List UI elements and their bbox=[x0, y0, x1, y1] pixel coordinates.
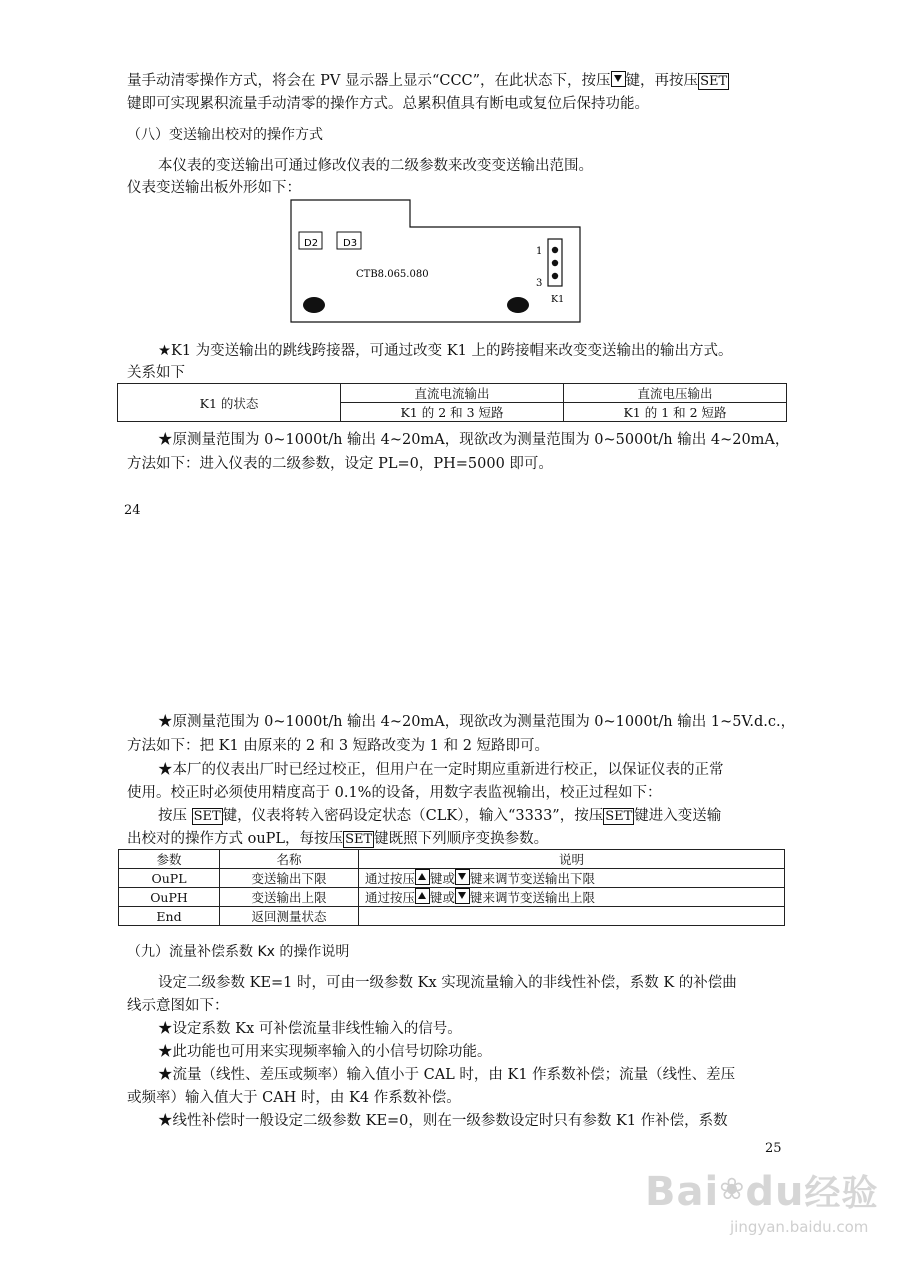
mount-hole-right bbox=[507, 297, 529, 313]
voltage-output-value: K1 的 1 和 2 短路 bbox=[564, 403, 787, 422]
current-output-header: 直流电流输出 bbox=[341, 384, 564, 403]
paragraph-text: 关系如下 bbox=[127, 365, 185, 381]
paragraph-text: 键即可实现累积流量手动清零的操作方式。总累积值具有断电或复位后保持功能。 bbox=[127, 96, 649, 112]
paragraph-text: ★设定系数 Kx 可补偿流量非线性输入的信号。 bbox=[158, 1021, 462, 1037]
paragraph-text: 或频率）输入值大于 CAH 时，由 K4 作系数补偿。 bbox=[127, 1090, 461, 1106]
paragraph-text: ★本厂的仪表出厂时已经过校正，但用户在一定时期应重新进行校正，以保证仪表的正常 bbox=[158, 762, 724, 778]
paragraph-calibration: 出校对的操作方式 ouPL，每按压 SET 键既照下列顺序变换参数。 bbox=[127, 831, 549, 847]
paragraph-text: ★流量（线性、差压或频率）输入值小于 CAL 时，由 K1 作系数补偿；流量（线性、差压 bbox=[158, 1067, 736, 1083]
paragraph-text: 仪表变送输出板外形如下： bbox=[127, 180, 301, 196]
paragraph-text: 线示意图如下： bbox=[127, 998, 229, 1014]
table-row: End 返回测量状态 bbox=[119, 907, 785, 926]
header-desc: 说明 bbox=[359, 850, 785, 869]
table-row: OuPL 变送输出下限 通过按压 键或 键来调节变送输出下限 bbox=[119, 869, 785, 888]
paragraph-text: 设定二级参数 KE=1 时，可由一级参数 Kx 实现流量输入的非线性补偿，系数 K 的补偿曲 bbox=[158, 975, 737, 991]
set-key: SET bbox=[700, 74, 728, 89]
pin-1 bbox=[552, 247, 558, 253]
page-number: 25 bbox=[765, 1141, 782, 1156]
up-key-icon bbox=[415, 869, 430, 885]
set-key: SET bbox=[605, 809, 633, 824]
header-param: 参数 bbox=[119, 850, 220, 869]
paragraph-text: ★原测量范围为 0~1000t/h 输出 4~20mA，现欲改为测量范围为 0~5000t/h 输出 4~20mA， bbox=[158, 432, 790, 448]
board-model: CTB8.065.080 bbox=[356, 269, 429, 280]
pin-1-label: 1 bbox=[536, 246, 543, 257]
current-output-value: K1 的 2 和 3 短路 bbox=[341, 403, 564, 422]
voltage-output-header: 直流电压输出 bbox=[564, 384, 787, 403]
paragraph-calibration: 按压 SET 键，仪表将转入密码设定状态（CLK），输入“3333”，按压 SET 键进入变送输 bbox=[158, 808, 722, 824]
paw-icon: ❀ bbox=[719, 1172, 746, 1207]
paragraph-text: ★K1 为变送输出的跳线跨接器，可通过改变 K1 上的跨接帽来改变变送输出的输出方式。 bbox=[158, 343, 733, 359]
baidu-watermark-logo: Bai❀du经验 bbox=[645, 1169, 879, 1215]
section-8-heading: （八）变送输出校对的操作方式 bbox=[127, 127, 323, 143]
k1-state-table bbox=[117, 383, 787, 422]
pin-2 bbox=[552, 260, 558, 266]
paragraph-text: ★原测量范围为 0~1000t/h 输出 4~20mA，现欲改为测量范围为 0~1000t/h 输出 1~5V.d.c.， bbox=[158, 714, 796, 730]
paragraph-clear-total: 量手动清零操作方式，将会在 PV 显示器上显示“CCC”，在此状态下，按压 键，再按压 SET bbox=[127, 73, 728, 89]
mount-hole-left bbox=[303, 297, 325, 313]
paragraph-text: ★线性补偿时一般设定二级参数 KE=0，则在一级参数设定时只有参数 K1 作补偿，系数 bbox=[158, 1113, 728, 1129]
down-key-icon bbox=[611, 71, 626, 87]
pin-3-label: 3 bbox=[536, 278, 543, 289]
down-key-icon bbox=[455, 888, 470, 904]
set-key: SET bbox=[345, 832, 373, 847]
page-number: 24 bbox=[124, 503, 141, 518]
paragraph-text: 方法如下：把 K1 由原来的 2 和 3 短路改变为 1 和 2 短路即可。 bbox=[127, 738, 550, 754]
k1-label: K1 bbox=[551, 294, 565, 305]
parameter-table bbox=[118, 849, 785, 926]
watermark-url: jingyan.baidu.com bbox=[730, 1218, 869, 1236]
up-key-icon bbox=[415, 888, 430, 904]
paragraph-text: ★此功能也可用来实现频率输入的小信号切除功能。 bbox=[158, 1044, 492, 1060]
down-key-icon bbox=[455, 869, 470, 885]
output-board-diagram bbox=[290, 199, 581, 323]
section-9-heading: （九）流量补偿系数 Kx 的操作说明 bbox=[127, 944, 350, 960]
table-row: OuPH 变送输出上限 通过按压 键或 键来调节变送输出上限 bbox=[119, 888, 785, 907]
paragraph-text: 方法如下：进入仪表的二级参数，设定 PL=0，PH=5000 即可。 bbox=[127, 456, 553, 472]
header-name: 名称 bbox=[220, 850, 359, 869]
d3-label: D3 bbox=[343, 238, 358, 249]
board-outline bbox=[291, 200, 580, 322]
paragraph-text: 本仪表的变送输出可通过修改仪表的二级参数来改变变送输出范围。 bbox=[158, 158, 593, 174]
pin-3 bbox=[552, 273, 558, 279]
set-key: SET bbox=[193, 809, 221, 824]
paragraph-text: 使用。校正时必须使用精度高于 0.1%的设备，用数字表监视输出，校正过程如下： bbox=[127, 785, 662, 801]
k1-state-label: K1 的状态 bbox=[118, 384, 341, 422]
d2-label: D2 bbox=[304, 238, 319, 249]
